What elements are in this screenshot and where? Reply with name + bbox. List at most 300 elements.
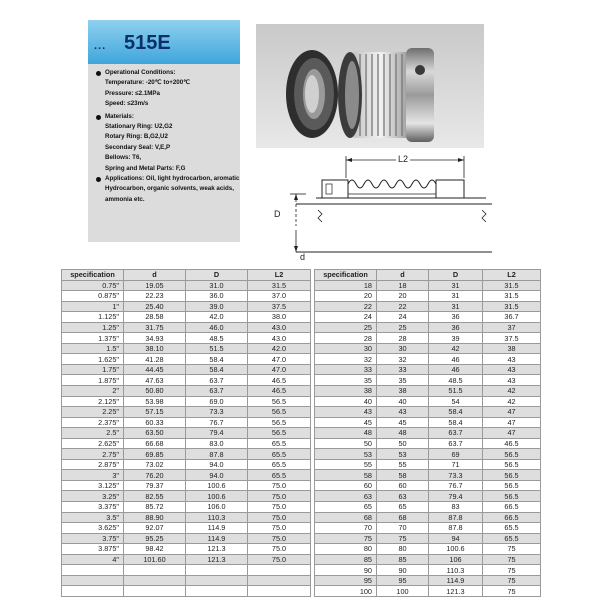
cell-outer-d-col: 76.7 (429, 480, 483, 491)
cell-outer-d-col: 36.0 (186, 291, 248, 302)
cell-l2-col: 56.5 (248, 396, 311, 407)
cell-spec-col: 33 (315, 364, 377, 375)
cell-l2-col (248, 575, 311, 586)
cell-outer-d-col: 121.3 (186, 554, 248, 565)
cell-spec-col: 63 (315, 491, 377, 502)
cell-d-col: 22 (377, 301, 429, 312)
cell-d-col: 22.23 (124, 291, 186, 302)
cell-l2-col: 46.5 (248, 386, 311, 397)
cell-d-col (124, 565, 186, 576)
cell-spec-col: 58 (315, 470, 377, 481)
cell-l2-col: 56.5 (248, 407, 311, 418)
cell-l2-col: 65.5 (483, 533, 541, 544)
cell-l2-col: 65.5 (248, 449, 311, 460)
cell-outer-d-col (186, 565, 248, 576)
cell-outer-d-col: 54 (429, 396, 483, 407)
cell-l2-col: 65.5 (248, 470, 311, 481)
cell-d-col: 100 (377, 586, 429, 597)
spec-table-metric (314, 269, 541, 597)
cell-outer-d-col: 48.5 (186, 333, 248, 344)
cell-outer-d-col: 114.9 (186, 533, 248, 544)
cell-d-col: 55 (377, 459, 429, 470)
applications-line-1: Applications: Oil, light hydrocarbon, aromatic (105, 175, 240, 183)
table-row (62, 523, 311, 534)
cell-outer-d-col: 63.7 (186, 386, 248, 397)
table-row (315, 354, 541, 365)
cell-outer-d-col: 39.0 (186, 301, 248, 312)
cell-spec-col: 3.875" (62, 544, 124, 555)
cell-l2-col: 56.5 (248, 428, 311, 439)
cell-outer-d-col: 69.0 (186, 396, 248, 407)
speed-line: Speed: ≤23m/s (105, 100, 149, 108)
cell-l2-col: 38 (483, 343, 541, 354)
cell-spec-col: 1.875" (62, 375, 124, 386)
cell-d-col: 53 (377, 449, 429, 460)
cell-l2-col: 31.5 (483, 280, 541, 291)
cell-d-col: 30 (377, 343, 429, 354)
cell-outer-d-col: 114.9 (429, 575, 483, 586)
rotary-ring-line: Rotary Ring: B,G2,U2 (105, 133, 168, 141)
cell-spec-col: 90 (315, 565, 377, 576)
bullet-icon (96, 71, 101, 76)
spring-parts-line: Spring and Metal Parts: F,G (105, 164, 186, 172)
cell-spec-col: 1" (62, 301, 124, 312)
cell-outer-d-col: 79.4 (429, 491, 483, 502)
cell-spec-col: 60 (315, 480, 377, 491)
cell-l2-col: 75.0 (248, 533, 311, 544)
cell-outer-d-col: 121.3 (186, 544, 248, 555)
cell-l2-col: 42 (483, 386, 541, 397)
table-row (315, 291, 541, 302)
cell-outer-d-col: 46 (429, 354, 483, 365)
cell-l2-col: 75 (483, 586, 541, 597)
cell-outer-d-col: 36 (429, 322, 483, 333)
cell-l2-col: 31.5 (483, 301, 541, 312)
table-row (315, 333, 541, 344)
applications-line-3: ammonia etc. (105, 195, 145, 203)
cell-spec-col: 75 (315, 533, 377, 544)
cell-d-col: 70 (377, 523, 429, 534)
cell-l2-col: 75.0 (248, 491, 311, 502)
table-row (62, 396, 311, 407)
cell-l2-col: 42 (483, 396, 541, 407)
cell-spec-col: 1.125" (62, 312, 124, 323)
pressure-line: Pressure: ≤2.1MPa (105, 89, 160, 97)
cell-l2-col (248, 565, 311, 576)
cell-spec-col: 3.375" (62, 502, 124, 513)
table-row (62, 544, 311, 555)
cell-l2-col: 75.0 (248, 480, 311, 491)
cell-spec-col: 2" (62, 386, 124, 397)
cell-spec-col: 48 (315, 428, 377, 439)
table-row (315, 470, 541, 481)
cell-d-col: 31.75 (124, 322, 186, 333)
cell-l2-col: 46.5 (248, 375, 311, 386)
cell-l2-col: 75.0 (248, 544, 311, 555)
cell-spec-col: 32 (315, 354, 377, 365)
header-d-col: d (124, 270, 186, 281)
cell-d-col: 32 (377, 354, 429, 365)
cell-outer-d-col (186, 575, 248, 586)
cell-spec-col: 2.5" (62, 428, 124, 439)
cell-d-col: 28.58 (124, 312, 186, 323)
table-row (62, 364, 311, 375)
cell-outer-d-col: 71 (429, 459, 483, 470)
table-row (315, 438, 541, 449)
cell-l2-col: 43.0 (248, 333, 311, 344)
cell-l2-col: 36.7 (483, 312, 541, 323)
model-title: 515E (124, 32, 171, 54)
table-row (62, 354, 311, 365)
cell-l2-col: 65.5 (248, 438, 311, 449)
table-row (62, 407, 311, 418)
cell-spec-col: 25 (315, 322, 377, 333)
cell-spec-col: 2.875" (62, 459, 124, 470)
cell-l2-col: 31.5 (483, 291, 541, 302)
table-row (62, 565, 311, 576)
cell-spec-col: 85 (315, 554, 377, 565)
cell-spec-col: 2.375" (62, 417, 124, 428)
table-row (62, 312, 311, 323)
table-row (315, 533, 541, 544)
materials-block (96, 112, 240, 174)
cell-l2-col (248, 586, 311, 597)
header-spec-col: specification (315, 270, 377, 281)
table-header-row (62, 270, 311, 281)
cell-l2-col: 56.5 (483, 449, 541, 460)
cell-l2-col: 47 (483, 417, 541, 428)
applications-line-2: Hydrocarbon, organic solvents, weak acids, (105, 185, 234, 193)
table-row (62, 386, 311, 397)
cell-outer-d-col: 69 (429, 449, 483, 460)
cell-d-col: 25.40 (124, 301, 186, 312)
table-row (315, 428, 541, 439)
stationary-ring-line: Stationary Ring: U2,G2 (105, 123, 173, 131)
table-row (62, 449, 311, 460)
cell-l2-col: 37 (483, 322, 541, 333)
technical-drawing (256, 150, 492, 260)
cell-spec-col (62, 575, 124, 586)
cell-d-col: 58 (377, 470, 429, 481)
cell-d-col: 85 (377, 554, 429, 565)
cell-spec-col: 3.125" (62, 480, 124, 491)
cell-d-col: 95.25 (124, 533, 186, 544)
cell-spec-col: 70 (315, 523, 377, 534)
table-row (315, 417, 541, 428)
cell-d-col: 40 (377, 396, 429, 407)
cell-l2-col: 56.5 (483, 491, 541, 502)
cell-outer-d-col: 63.7 (186, 375, 248, 386)
cell-outer-d-col: 58.4 (429, 407, 483, 418)
cell-d-col: 38.10 (124, 343, 186, 354)
cell-l2-col: 38.0 (248, 312, 311, 323)
table-row (62, 533, 311, 544)
table-row (315, 544, 541, 555)
cell-spec-col: 100 (315, 586, 377, 597)
cell-d-col: 79.37 (124, 480, 186, 491)
cell-d-col: 101.60 (124, 554, 186, 565)
cell-spec-col: 68 (315, 512, 377, 523)
table-header-row (315, 270, 541, 281)
table-row (315, 396, 541, 407)
cell-outer-d-col: 83.0 (186, 438, 248, 449)
conditions-heading: Operational Conditions: (105, 69, 176, 76)
table-row (315, 449, 541, 460)
cell-spec-col: 1.625" (62, 354, 124, 365)
header-spec-col: specification (62, 270, 124, 281)
cell-d-col: 34.93 (124, 333, 186, 344)
cell-outer-d-col: 58.4 (429, 417, 483, 428)
cell-d-col: 85.72 (124, 502, 186, 513)
cell-d-col: 73.02 (124, 459, 186, 470)
bullet-icon (96, 115, 101, 120)
cell-spec-col: 4" (62, 554, 124, 565)
cell-l2-col: 43 (483, 375, 541, 386)
cell-outer-d-col: 48.5 (429, 375, 483, 386)
cell-spec-col: 3.25" (62, 491, 124, 502)
cell-outer-d-col: 114.9 (186, 523, 248, 534)
cell-d-col: 82.55 (124, 491, 186, 502)
cell-d-col: 66.68 (124, 438, 186, 449)
cell-outer-d-col: 76.7 (186, 417, 248, 428)
cell-spec-col: 45 (315, 417, 377, 428)
cell-l2-col: 75 (483, 554, 541, 565)
cell-outer-d-col: 110.3 (429, 565, 483, 576)
cell-outer-d-col: 79.4 (186, 428, 248, 439)
cell-l2-col: 43 (483, 364, 541, 375)
cell-l2-col: 75.0 (248, 554, 311, 565)
cell-outer-d-col: 42.0 (186, 312, 248, 323)
cell-l2-col: 31.5 (248, 280, 311, 291)
cell-outer-d-col: 73.3 (186, 407, 248, 418)
cell-spec-col: 24 (315, 312, 377, 323)
cell-outer-d-col: 46.0 (186, 322, 248, 333)
cell-d-col: 76.20 (124, 470, 186, 481)
cell-spec-col: 43 (315, 407, 377, 418)
table-row (315, 491, 541, 502)
cell-d-col: 38 (377, 386, 429, 397)
cell-l2-col: 43 (483, 354, 541, 365)
cell-d-col: 47.63 (124, 375, 186, 386)
cell-spec-col: 50 (315, 438, 377, 449)
cell-l2-col: 65.5 (248, 459, 311, 470)
table-row (62, 375, 311, 386)
table-row (315, 280, 541, 291)
cell-l2-col: 56.5 (483, 470, 541, 481)
d-inner-label: d (300, 252, 306, 260)
cell-d-col: 75 (377, 533, 429, 544)
cell-l2-col: 56.5 (248, 417, 311, 428)
table-row (62, 470, 311, 481)
table-row (62, 301, 311, 312)
cell-l2-col: 47 (483, 407, 541, 418)
cell-l2-col: 47.0 (248, 354, 311, 365)
header-d-col: d (377, 270, 429, 281)
header-outer-d-col: D (429, 270, 483, 281)
cell-d-col: 95 (377, 575, 429, 586)
l2-label: L2 (397, 154, 409, 164)
cell-l2-col: 75.0 (248, 502, 311, 513)
cell-outer-d-col: 83 (429, 502, 483, 513)
cell-l2-col: 46.5 (483, 438, 541, 449)
cell-l2-col: 37.5 (248, 301, 311, 312)
cell-spec-col: 1.5" (62, 343, 124, 354)
table-row (62, 280, 311, 291)
header-l2-col: L2 (483, 270, 541, 281)
cell-spec-col: 0.875" (62, 291, 124, 302)
cell-spec-col: 3.625" (62, 523, 124, 534)
table-row (62, 554, 311, 565)
cell-outer-d-col: 94.0 (186, 459, 248, 470)
cell-d-col: 35 (377, 375, 429, 386)
cell-d-col (124, 586, 186, 597)
table-row (315, 512, 541, 523)
cell-outer-d-col: 106.0 (186, 502, 248, 513)
cell-spec-col (62, 565, 124, 576)
cell-spec-col: 35 (315, 375, 377, 386)
table-row (315, 565, 541, 576)
cell-d-col: 98.42 (124, 544, 186, 555)
table-row (315, 502, 541, 513)
cell-d-col: 50.80 (124, 386, 186, 397)
table-row (62, 333, 311, 344)
table-row (315, 459, 541, 470)
cell-d-col: 60.33 (124, 417, 186, 428)
temperature-line: Temperature: -20℃ to+200℃ (105, 79, 191, 87)
cell-outer-d-col: 100.6 (186, 491, 248, 502)
table-row (62, 575, 311, 586)
table-row (62, 480, 311, 491)
cell-l2-col: 65.5 (483, 523, 541, 534)
cell-outer-d-col: 110.3 (186, 512, 248, 523)
cell-outer-d-col: 51.5 (429, 386, 483, 397)
d-outer-label: D (274, 209, 281, 219)
cell-spec-col: 1.25" (62, 322, 124, 333)
bellows-line: Bellows: T6, (105, 154, 142, 162)
cell-spec-col: 2.625" (62, 438, 124, 449)
cell-spec-col: 0.75" (62, 280, 124, 291)
cell-spec-col: 20 (315, 291, 377, 302)
table-row (315, 586, 541, 597)
cell-spec-col: 1.75" (62, 364, 124, 375)
table-row (315, 301, 541, 312)
cell-l2-col: 66.5 (483, 512, 541, 523)
cell-outer-d-col: 36 (429, 312, 483, 323)
cell-outer-d-col: 51.5 (186, 343, 248, 354)
cell-d-col: 80 (377, 544, 429, 555)
cell-l2-col: 47.0 (248, 364, 311, 375)
cell-d-col: 33 (377, 364, 429, 375)
cell-d-col: 53.98 (124, 396, 186, 407)
cell-d-col: 50 (377, 438, 429, 449)
cell-d-col: 43 (377, 407, 429, 418)
cell-spec-col: 65 (315, 502, 377, 513)
table-row (315, 322, 541, 333)
cell-outer-d-col: 46 (429, 364, 483, 375)
cell-d-col: 44.45 (124, 364, 186, 375)
table-row (315, 364, 541, 375)
cell-spec-col: 55 (315, 459, 377, 470)
table-row (315, 407, 541, 418)
cell-d-col: 92.07 (124, 523, 186, 534)
cell-outer-d-col: 87.8 (186, 449, 248, 460)
cell-d-col: 63 (377, 491, 429, 502)
materials-heading: Materials: (105, 112, 134, 120)
cell-d-col (124, 575, 186, 586)
cell-d-col: 60 (377, 480, 429, 491)
cell-d-col: 41.28 (124, 354, 186, 365)
header-dots: ... (94, 40, 107, 52)
cell-outer-d-col: 94 (429, 533, 483, 544)
table-row (315, 312, 541, 323)
cell-l2-col: 75 (483, 575, 541, 586)
cell-l2-col: 43.0 (248, 322, 311, 333)
table-row (62, 586, 311, 597)
cell-spec-col: 1.375" (62, 333, 124, 344)
spec-table-inch (61, 269, 311, 597)
cell-outer-d-col: 87.8 (429, 512, 483, 523)
cell-outer-d-col: 63.7 (429, 438, 483, 449)
cell-l2-col: 42.0 (248, 343, 311, 354)
table-row (315, 480, 541, 491)
cell-l2-col: 75.0 (248, 523, 311, 534)
table-row (315, 554, 541, 565)
header-l2-col: L2 (248, 270, 311, 281)
cell-outer-d-col: 106 (429, 554, 483, 565)
cell-l2-col: 56.5 (483, 480, 541, 491)
table-row (62, 502, 311, 513)
cell-d-col: 63.50 (124, 428, 186, 439)
cell-l2-col: 37.0 (248, 291, 311, 302)
cell-spec-col: 22 (315, 301, 377, 312)
cell-d-col: 24 (377, 312, 429, 323)
spec-panel (88, 20, 240, 242)
cell-d-col: 48 (377, 428, 429, 439)
cell-spec-col: 18 (315, 280, 377, 291)
table-row (62, 491, 311, 502)
cell-outer-d-col: 94.0 (186, 470, 248, 481)
cell-spec-col: 2.25" (62, 407, 124, 418)
table-row (62, 428, 311, 439)
cell-l2-col: 75 (483, 544, 541, 555)
cell-spec-col: 40 (315, 396, 377, 407)
panel-header (88, 20, 240, 64)
cell-spec-col: 2.125" (62, 396, 124, 407)
cell-spec-col: 3" (62, 470, 124, 481)
cell-outer-d-col: 42 (429, 343, 483, 354)
table-row (62, 459, 311, 470)
cell-d-col: 20 (377, 291, 429, 302)
cell-spec-col: 3.75" (62, 533, 124, 544)
table-row (62, 291, 311, 302)
cell-spec-col (62, 586, 124, 597)
table-row (315, 375, 541, 386)
cell-d-col: 28 (377, 333, 429, 344)
table-row (62, 512, 311, 523)
cell-d-col: 19.05 (124, 280, 186, 291)
cell-spec-col: 53 (315, 449, 377, 460)
cell-d-col: 65 (377, 502, 429, 513)
cell-d-col: 57.15 (124, 407, 186, 418)
table-row (62, 322, 311, 333)
conditions-block (96, 68, 240, 110)
cell-d-col: 18 (377, 280, 429, 291)
cell-spec-col: 38 (315, 386, 377, 397)
cell-spec-col: 30 (315, 343, 377, 354)
cell-d-col: 25 (377, 322, 429, 333)
applications-block (96, 174, 240, 205)
cell-outer-d-col: 121.3 (429, 586, 483, 597)
